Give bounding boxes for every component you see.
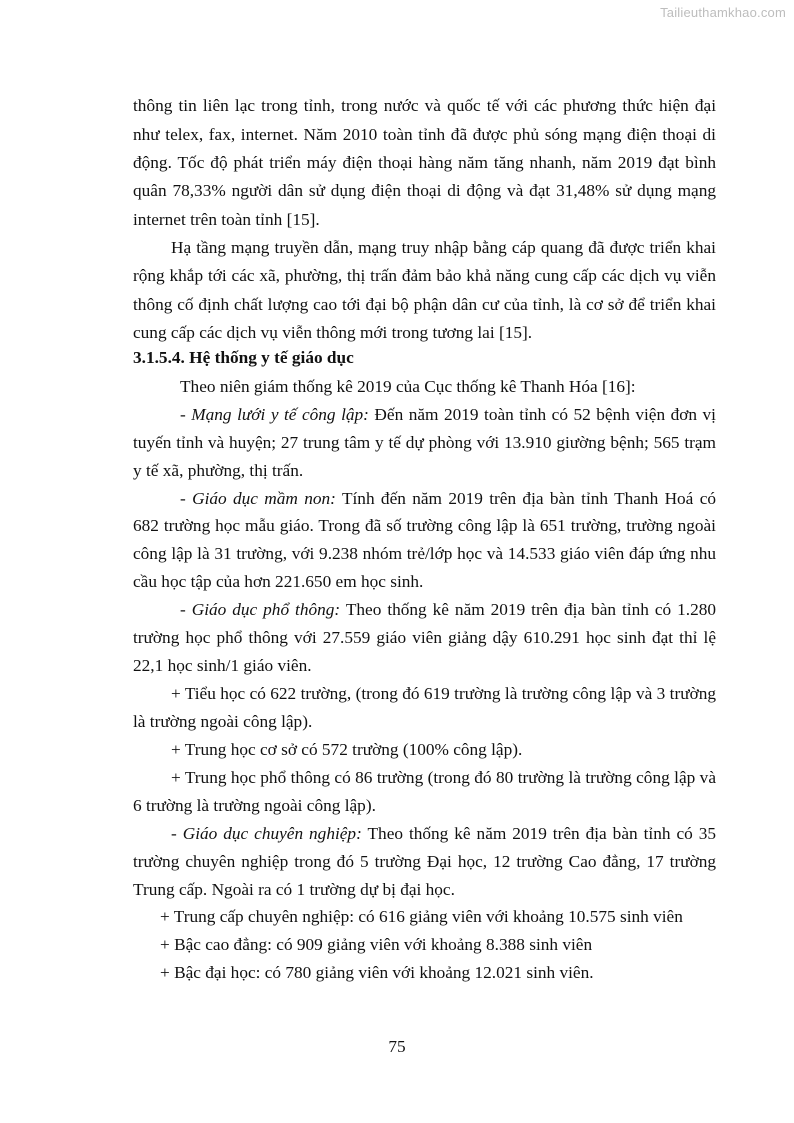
item-text: Tính đến năm 2019 trên địa bàn tỉnh Thanh Hoá có	[335, 489, 717, 508]
text-line: tuyến tỉnh và huyện; 27 trung tâm y tế dự phòng với 13.910 giường bệnh; 565 trạm	[133, 433, 716, 452]
text-line: động. Tốc độ phát triển máy điện thoại hàng năm tăng nhanh, năm 2019 đạt bình	[133, 153, 716, 172]
text-line	[180, 488, 716, 510]
item-label: - Giáo dục mầm non:	[180, 489, 336, 508]
text-line	[180, 599, 716, 621]
text-line	[171, 823, 716, 845]
text-line: Hạ tầng mạng truyền dẫn, mạng truy nhập bằng cáp quang đã được triển khai	[171, 238, 716, 257]
text-line: công lập là 31 trường, với 9.238 nhóm trẻ/lớp học và 14.533 giáo viên đáp ứng nhu	[133, 544, 716, 563]
text-line: Theo niên giám thống kê 2019 của Cục thống kê Thanh Hóa [16]:	[180, 377, 636, 396]
text-line: + Trung học phổ thông có 86 trường (trong đó 80 trường là trường công lập và	[171, 768, 716, 787]
text-line: 682 trường học mẫu giáo. Trong đã số trường công lập là 651 trường, trường ngoài	[133, 516, 716, 535]
text-line: Trung cấp. Ngoài ra có 1 trường dự bị đại học.	[133, 880, 455, 899]
text-line: cầu học tập của hơn 221.650 em học sinh.	[133, 572, 424, 591]
item-text: Đến năm 2019 toàn tỉnh có 52 bệnh viện đơn vị	[368, 405, 716, 424]
text-line: rộng khắp tới các xã, phường, thị trấn đảm bảo khả năng cung cấp các dịch vụ viễn	[133, 266, 716, 285]
text-line: như telex, fax, internet. Năm 2010 toàn tỉnh đã được phủ sóng mạng điện thoại di	[133, 125, 716, 144]
text-line: trường học phổ thông với 27.559 giáo viên giảng dậy 610.291 học sinh đạt thỉ lệ	[133, 628, 716, 647]
text-line: là trường ngoài công lập).	[133, 712, 313, 731]
section-heading: 3.1.5.4. Hệ thống y tế giáo dục	[133, 348, 354, 367]
text-line: 22,1 học sinh/1 giáo viên.	[133, 656, 312, 675]
item-label: - Giáo dục phổ thông:	[180, 600, 341, 619]
text-line: thông tin liên lạc trong tỉnh, trong nước và quốc tế với các phương thức hiện đại	[133, 96, 716, 115]
item-text: Theo thống kê năm 2019 trên địa bàn tỉnh có 1.280	[340, 600, 717, 619]
text-line: 6 trường là trường ngoài công lập).	[133, 796, 376, 815]
text-line: + Tiểu học có 622 trường, (trong đó 619 trường là trường công lập và 3 trường	[171, 684, 716, 703]
text-line: quân 78,33% người dân sử dụng điện thoại di động và đạt 31,48% sử dụng mạng	[133, 181, 716, 200]
item-text: Theo thống kê năm 2019 trên địa bàn tỉnh có 35	[361, 824, 716, 843]
watermark: Tailieuthamkhao.com	[660, 5, 786, 20]
text-line: trường chuyên nghiệp trong đó 5 trường Đại học, 12 trường Cao đẳng, 17 trường	[133, 852, 716, 871]
text-line	[180, 404, 716, 426]
page-number: 75	[388, 1037, 406, 1056]
text-line: + Trung học cơ sở có 572 trường (100% công lập).	[171, 740, 523, 759]
text-line: cung cấp các dịch vụ viễn thông mới trong tương lai [15].	[133, 323, 533, 342]
text-line: + Trung cấp chuyên nghiệp: có 616 giảng viên với khoảng 10.575 sinh viên	[160, 907, 683, 926]
item-label: - Giáo dục chuyên nghiệp:	[171, 824, 362, 843]
text-line: thông cố định chất lượng cao tới đại bộ phận dân cư của tỉnh, là cơ sở để triển khai	[133, 295, 716, 314]
item-label: - Mạng lưới y tế công lập:	[180, 405, 369, 424]
text-line: + Bậc cao đẳng: có 909 giảng viên với khoảng 8.388 sinh viên	[160, 935, 593, 954]
text-line: internet trên toàn tỉnh [15].	[133, 210, 320, 229]
text-line: + Bậc đại học: có 780 giảng viên với khoảng 12.021 sinh viên.	[160, 963, 594, 982]
text-line: y tế xã, phường, thị trấn.	[133, 461, 304, 480]
